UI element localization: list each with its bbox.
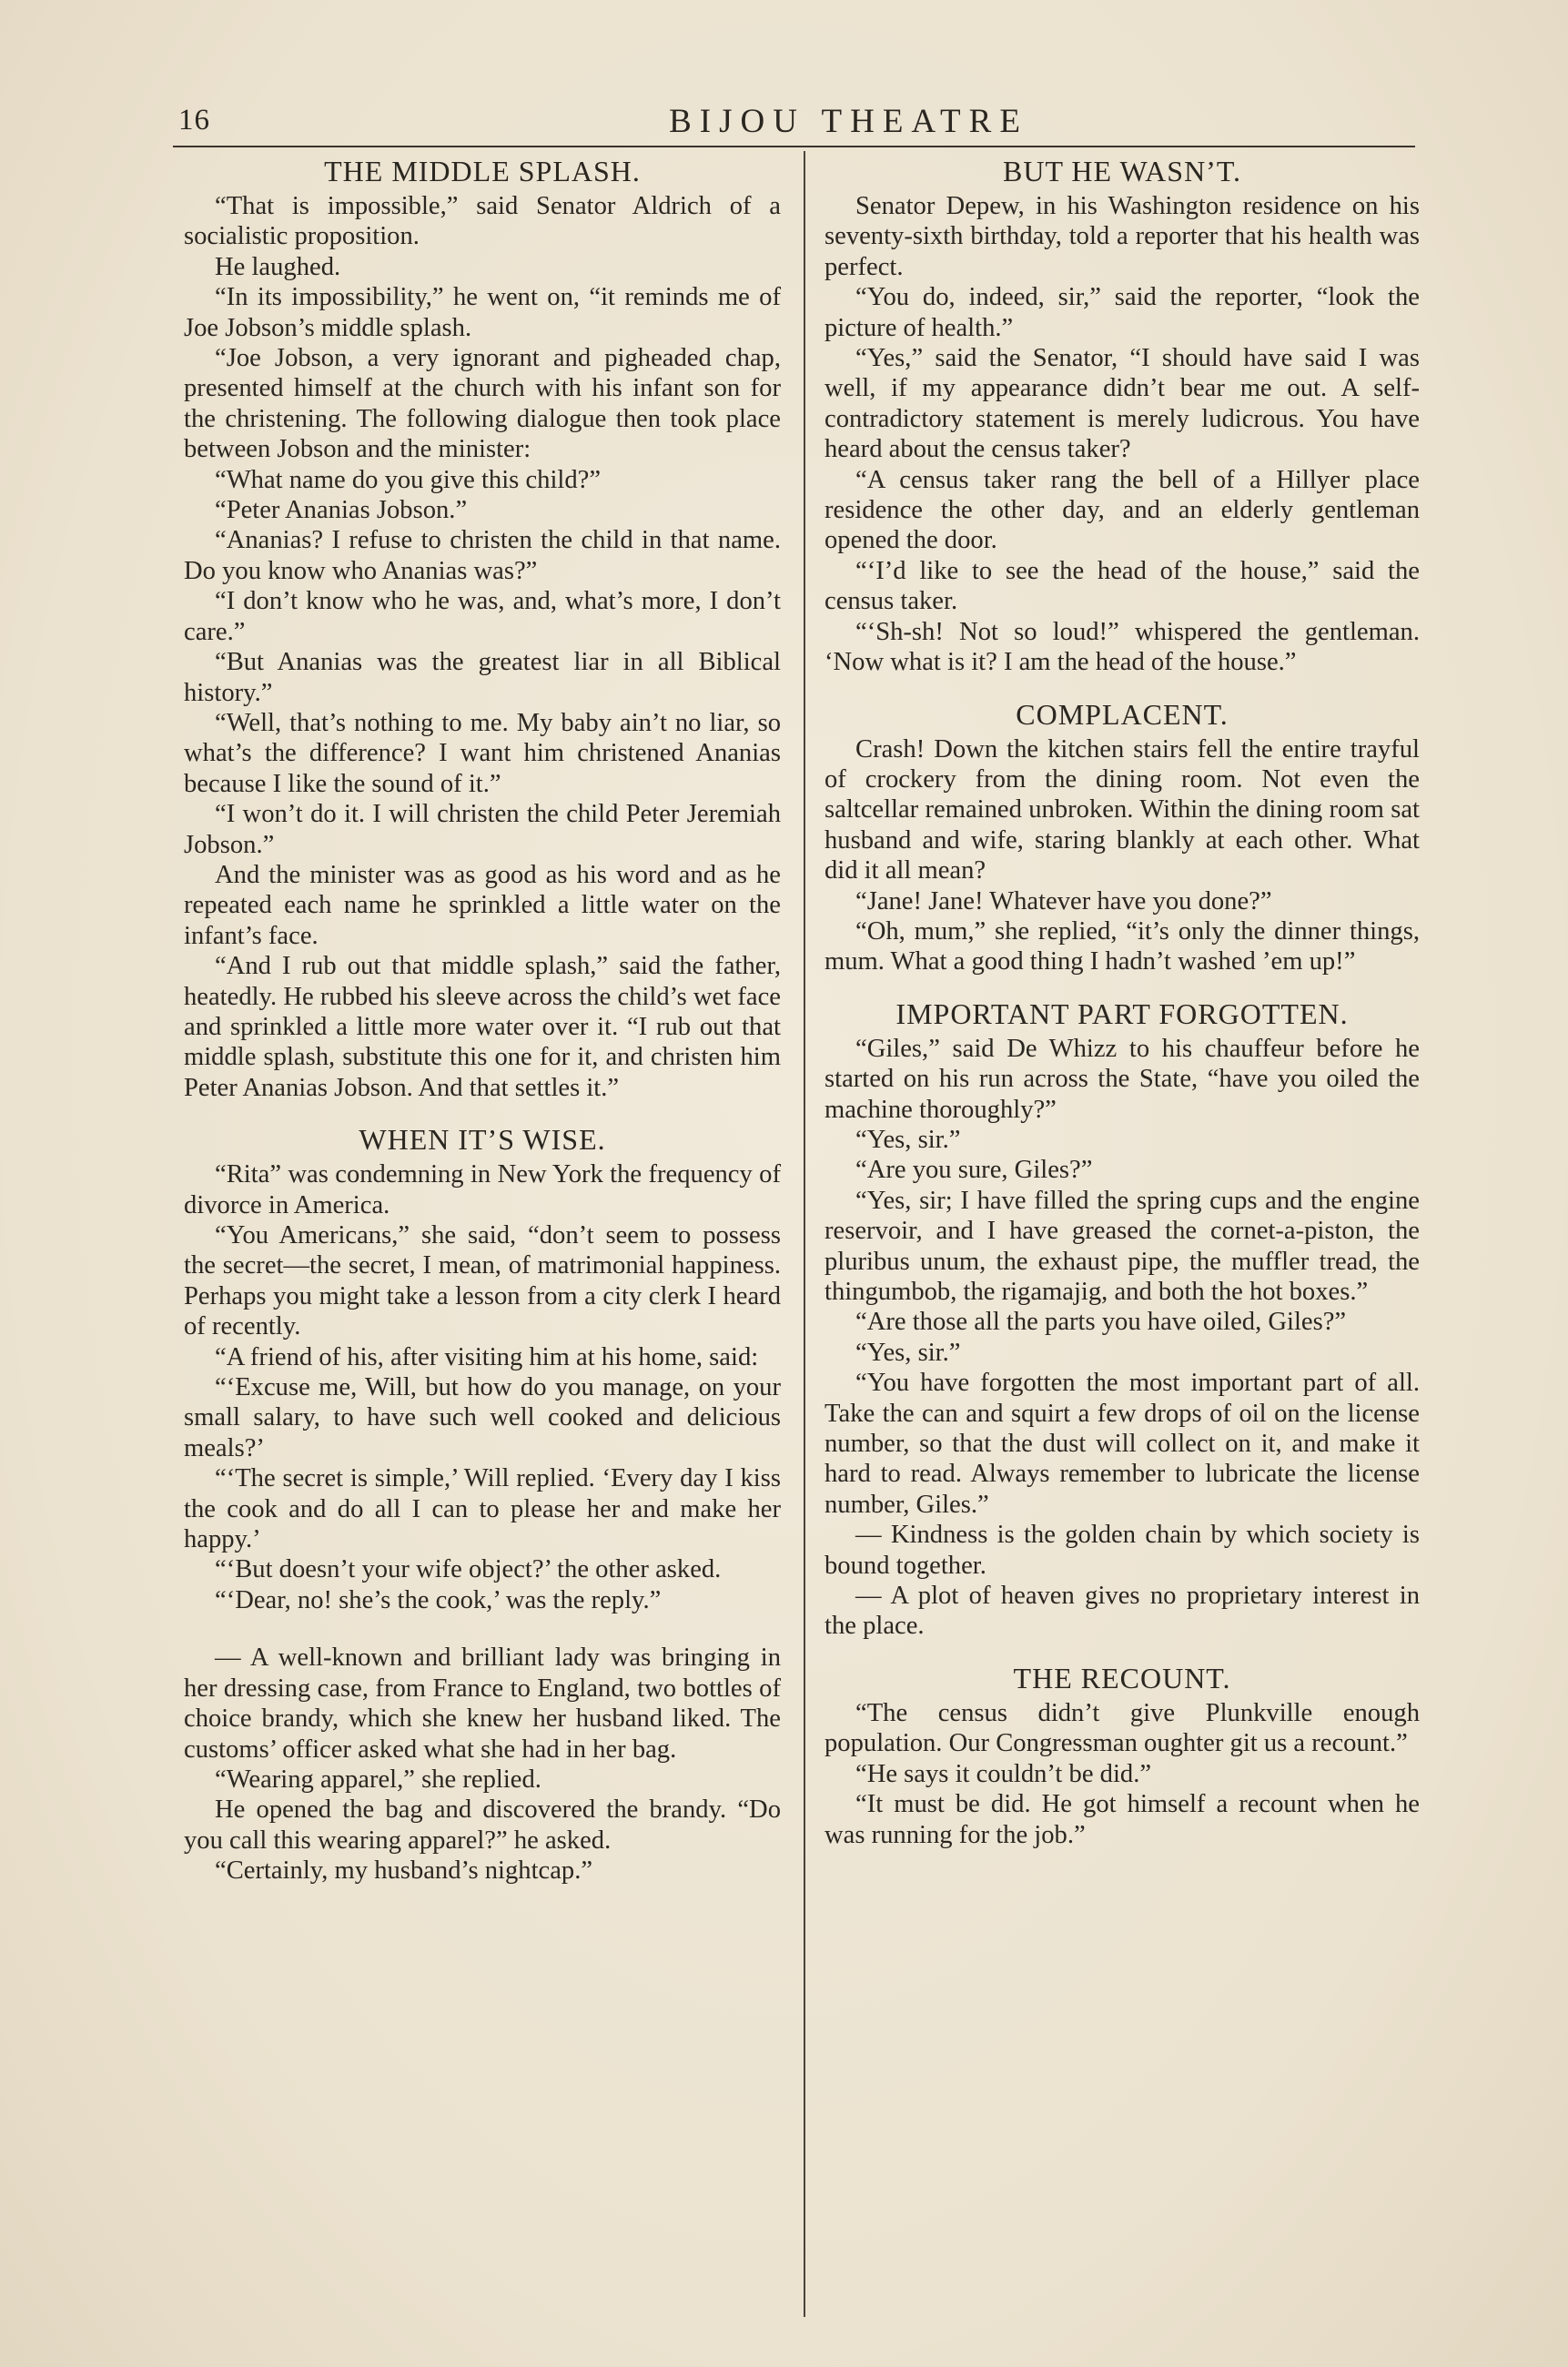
article-title: COMPLACENT. — [1016, 697, 1229, 731]
article-paragraph: “Are those all the parts you have oiled, Giles?” — [855, 1308, 1347, 1337]
article-paragraph: “What name do you give this child?” — [215, 465, 602, 494]
page-number: 16 — [178, 104, 210, 137]
article-paragraph: “Rita” was condemning in New York the frequency of divorce in America. — [184, 1160, 781, 1219]
article-paragraph: “Well, that’s nothing to me. My baby ain’t no liar, so what’s the difference? I want him christened Ananias because I like the sound of it.” — [184, 708, 781, 798]
article-paragraph: “Joe Jobson, a very ignorant and pigheaded chap, presented himself at the church with his infant son for the christening. The following dialogue then took place between Jobson and the minister: — [184, 344, 781, 464]
article-paragraph: “He says it couldn’t be did.” — [855, 1759, 1152, 1788]
article-title: IMPORTANT PART FORGOTTEN. — [895, 996, 1349, 1030]
article-paragraph: “‘But doesn’t your wife object?’ the other asked. — [215, 1555, 722, 1584]
article-paragraph: “Are you sure, Giles?” — [855, 1156, 1093, 1185]
running-title: BIJOU THEATRE — [669, 103, 1028, 140]
article-paragraph: “That is impossible,” said Senator Aldrich of a socialistic proposition. — [184, 192, 781, 251]
article-paragraph: “The census didn’t give Plunkville enough population. Our Congressman oughter git us a recount.” — [824, 1698, 1420, 1758]
article-paragraph: — A well-known and brilliant lady was bringing in her dressing case, from France to England, two bottles of choice brandy, which she knew her husband liked. The customs’ officer asked what she had in her bag. — [184, 1644, 781, 1764]
article-paragraph: “In its impossibility,” he went on, “it reminds me of Joe Jobson’s middle splash. — [184, 283, 781, 342]
article-paragraph: “‘Dear, no! she’s the cook,’ was the reply.” — [215, 1585, 662, 1614]
article-paragraph: “A census taker rang the bell of a Hillyer place residence the other day, and an elderly gentleman opened the door. — [824, 465, 1420, 555]
right-column — [824, 155, 1420, 1850]
article-paragraph: “‘I’d like to see the head of the house,” said the census taker. — [824, 556, 1420, 616]
article-paragraph: “Certainly, my husband’s nightcap.” — [215, 1856, 593, 1886]
article-paragraph: “And I rub out that middle splash,” said the father, heatedly. He rubbed his sleeve across the child’s wet face and sprinkled a little more water over it. “I rub out that middle splash, substitute this one for it, and christen him Peter Ananias Jobson. And that settles it.” — [184, 952, 781, 1102]
article-paragraph: “You have forgotten the most important part of all. Take the can and squirt a few drops of oil on the license number, so that the dust will collect on it, and make it hard to read. Always remember to lubricate the license number, Giles.” — [824, 1369, 1420, 1519]
article-paragraph: “You Americans,” she said, “don’t seem to possess the secret—the secret, I mean, of matrimonial happiness. Perhaps you might take a lesson from a city clerk I heard of recently. — [184, 1221, 781, 1341]
article-paragraph: “Yes, sir.” — [855, 1125, 961, 1154]
article-paragraph: — A plot of heaven gives no proprietary interest in the place. — [824, 1582, 1420, 1641]
article-paragraph: “You do, indeed, sir,” said the reporter, “look the picture of health.” — [824, 283, 1420, 342]
article-title: THE RECOUNT. — [1013, 1661, 1231, 1694]
article-paragraph: “It must be did. He got himself a recount when he was running for the job.” — [824, 1790, 1420, 1849]
article-paragraph: “‘Excuse me, Will, but how do you manage, on your small salary, to have such well cooked and delicious meals?’ — [184, 1373, 781, 1462]
article-paragraph: “Wearing apparel,” she replied. — [215, 1765, 541, 1794]
article-paragraph: “Oh, mum,” she replied, “it’s only the dinner things, mum. What a good thing I hadn’t washed ’em up!” — [824, 916, 1420, 976]
article-paragraph: Senator Depew, in his Washington residence on his seventy-sixth birthday, told a reporter that his health was perfect. — [824, 192, 1420, 281]
article-paragraph: And the minister was as good as his word and as he repeated each name he sprinkled a little water on the infant’s face. — [184, 860, 781, 950]
article-title: WHEN IT’S WISE. — [359, 1123, 606, 1157]
article-paragraph: “I don’t know who he was, and, what’s more, I don’t care.” — [184, 587, 781, 646]
article-paragraph: “‘The secret is simple,’ Will replied. ‘Every day I kiss the cook and do all I can to please her and make her happy.’ — [184, 1464, 781, 1554]
article-paragraph: “But Ananias was the greatest liar in all Biblical history.” — [184, 648, 781, 707]
column-divider — [804, 151, 805, 2317]
article-paragraph: “Giles,” said De Whizz to his chauffeur before he started on his run across the State, “have you oiled the machine thoroughly?” — [824, 1034, 1420, 1124]
article-paragraph: — Kindness is the golden chain by which society is bound together. — [824, 1521, 1420, 1580]
article-title: BUT HE WASN’T. — [1003, 155, 1241, 187]
article-paragraph: “Yes, sir.” — [855, 1338, 961, 1367]
article-paragraph: “Yes,” said the Senator, “I should have said I was well, if my appearance didn’t bear me out. A self-contradictory statement is merely ludicrous. You have heard about the census taker? — [824, 344, 1420, 464]
article-paragraph: “Peter Ananias Jobson.” — [215, 496, 468, 525]
page-header — [173, 98, 1415, 147]
article-title: THE MIDDLE SPLASH. — [324, 155, 641, 187]
article-paragraph: Crash! Down the kitchen stairs fell the entire trayful of crockery from the dining room. Not even the saltcellar remained unbroken. Within the dining room sat husband and wife, staring blankly at each other. What did it all mean? — [824, 734, 1420, 885]
article-paragraph: “‘Sh-sh! Not so loud!” whispered the gentleman. ‘Now what is it? I am the head of the house.” — [824, 617, 1420, 677]
article-paragraph: “Ananias? I refuse to christen the child in that name. Do you know who Ananias was?” — [184, 526, 781, 585]
article-paragraph: “I won’t do it. I will christen the child Peter Jeremiah Jobson.” — [184, 800, 781, 859]
article-paragraph: He opened the bag and discovered the brandy. “Do you call this wearing apparel?” he asked. — [184, 1795, 781, 1855]
article-paragraph: “Jane! Jane! Whatever have you done?” — [855, 886, 1272, 915]
article-paragraph: “A friend of his, after visiting him at his home, said: — [215, 1342, 759, 1371]
article-paragraph: “Yes, sir; I have filled the spring cups and the engine reservoir, and I have greased the cornet-a-piston, the pluribus unum, the exhaust pipe, the muffler tread, the thingumbob, the rigamajig, and both the hot boxes.” — [824, 1186, 1420, 1306]
left-column — [184, 155, 781, 1887]
article-paragraph: He laughed. — [215, 252, 341, 281]
